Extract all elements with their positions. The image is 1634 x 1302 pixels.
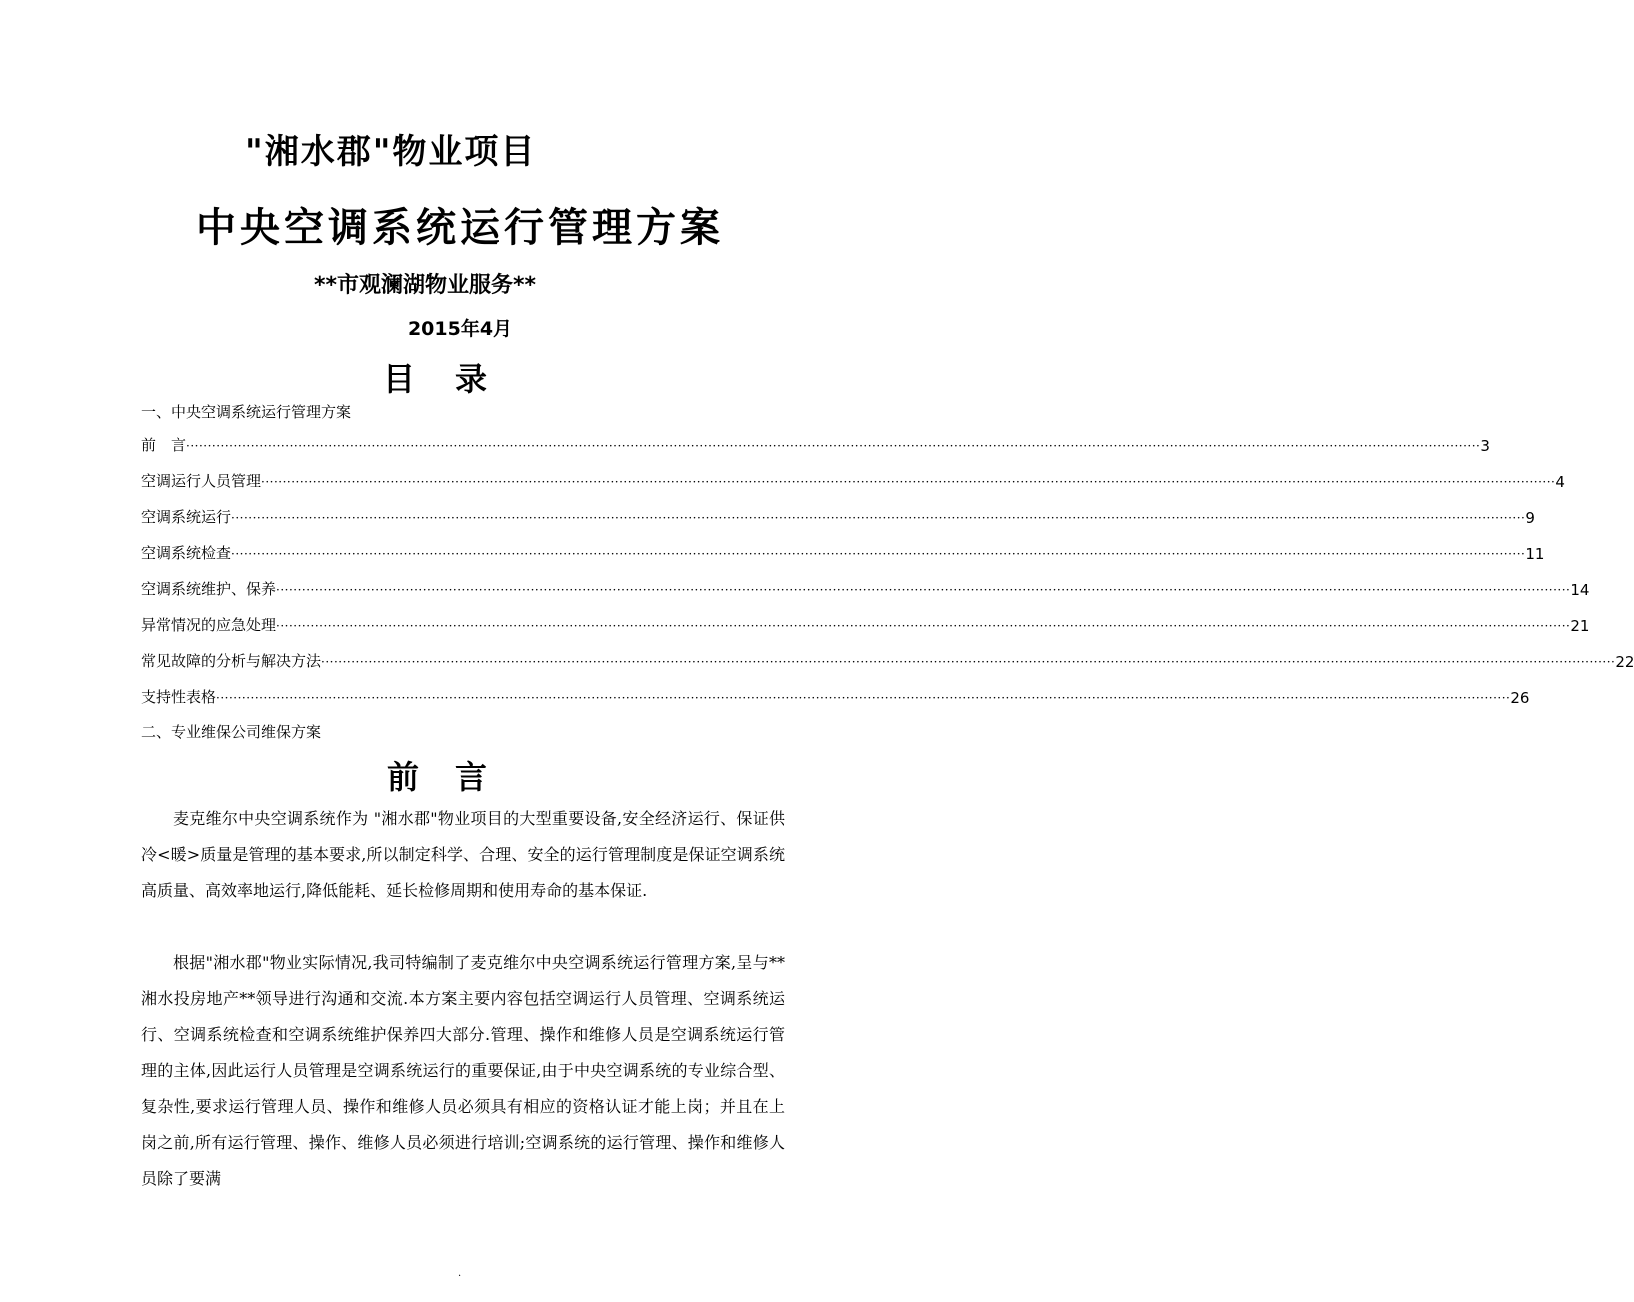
toc-leader-dots: ············································································································································································································································································································ bbox=[261, 475, 1556, 489]
toc-entry-page: 9 bbox=[1525, 509, 1535, 527]
toc-entry-label: 前 言 bbox=[141, 436, 187, 454]
toc-entry-page: 14 bbox=[1570, 581, 1590, 599]
toc-entry-label: 空调系统维护、保养 bbox=[141, 580, 277, 598]
toc-leader-dots: ············································································································································································································································································································ bbox=[276, 583, 1571, 597]
title-main: 中央空调系统运行管理方案 bbox=[196, 205, 724, 251]
toc-leader-dots: ············································································································································································································································································································ bbox=[186, 439, 1481, 453]
toc-entry-label: 异常情况的应急处理 bbox=[141, 616, 277, 634]
toc-entry-page: 3 bbox=[1480, 437, 1490, 455]
toc-leader-dots: ············································································································································································································································································································ bbox=[276, 619, 1571, 633]
toc-entry[interactable] bbox=[141, 541, 1545, 563]
preface-paragraph-2: 根据"湘水郡"物业实际情况,我司特编制了麦克维尔中央空调系统运行管理方案,呈与**湘水投房地产**领导进行沟通和交流.本方案主要内容包括空调运行人员管理、空调系统运行、空调系统检查和空调系统维护保养四大部分.管理、操作和维修人员是空调系统运行管理的主体,因此运行人员管理是空调系统运行的重要保证,由于中央空调系统的专业综合型、复杂性,要求运行管理人员、操作和维修人员必须具有相应的资格认证才能上岗；并且在上岗之前,所有运行管理、操作、维修人员必须进行培训;空调系统的运行管理、操作和维修人员除了要满 bbox=[141, 953, 785, 1188]
toc-entry-label: 空调运行人员管理 bbox=[141, 472, 262, 490]
toc-leader-dots: ············································································································································································································································································································ bbox=[216, 691, 1511, 705]
toc-entry[interactable] bbox=[141, 613, 1590, 635]
toc-entry[interactable] bbox=[141, 433, 1490, 455]
toc-heading: 目录 bbox=[382, 360, 527, 398]
toc-entry[interactable] bbox=[141, 577, 1590, 599]
toc-entry-label: 常见故障的分析与解决方法 bbox=[141, 652, 322, 670]
toc-entry-label: 空调系统检查 bbox=[141, 544, 232, 562]
preface-paragraph-1: 麦克维尔中央空调系统作为 "湘水郡"物业项目的大型重要设备,安全经济运行、保证供冷<暖>质量是管理的基本要求,所以制定科学、合理、安全的运行管理制度是保证空调系统高质量、高效率地运行,降低能耗、延长检修周期和使用寿命的基本保证. bbox=[141, 809, 785, 900]
footer-mark: . bbox=[458, 1268, 462, 1279]
toc-entry-label: 支持性表格 bbox=[141, 688, 217, 706]
toc-entry[interactable] bbox=[141, 685, 1530, 707]
toc-section-2: 二、专业维保公司维保方案 bbox=[141, 723, 322, 741]
toc-leader-dots: ············································································································································································································································································································ bbox=[231, 511, 1526, 525]
toc-leader-dots: ············································································································································································································································································································ bbox=[321, 655, 1616, 669]
company-name: **市观澜湖物业服务** bbox=[313, 273, 537, 298]
toc-entry-page: 22 bbox=[1615, 653, 1634, 671]
toc-section-1: 一、中央空调系统运行管理方案 bbox=[141, 403, 352, 421]
toc-entry-page: 4 bbox=[1555, 473, 1565, 491]
toc-entry-page: 21 bbox=[1570, 617, 1590, 635]
preface-heading: 前言 bbox=[386, 758, 523, 796]
toc-leader-dots: ············································································································································································································································································································ bbox=[231, 547, 1526, 561]
toc-entry-page: 26 bbox=[1510, 689, 1530, 707]
toc-entry[interactable] bbox=[141, 505, 1535, 527]
title-project: "湘水郡"物业项目 bbox=[245, 132, 537, 172]
toc-entry-label: 空调系统运行 bbox=[141, 508, 232, 526]
toc-entry-page: 11 bbox=[1525, 545, 1545, 563]
toc-entry[interactable] bbox=[141, 469, 1565, 491]
document-date: 2015年4月 bbox=[407, 318, 513, 340]
toc-entry[interactable] bbox=[141, 649, 1634, 671]
